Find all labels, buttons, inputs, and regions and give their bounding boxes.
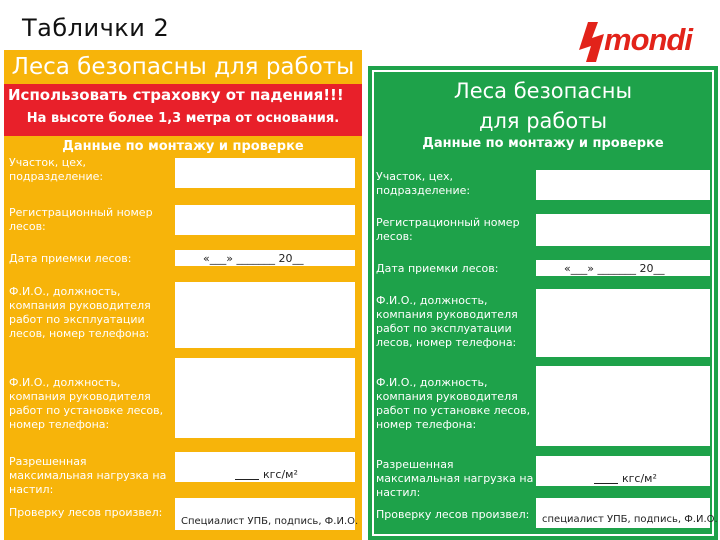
field-input-reg-number[interactable] bbox=[536, 214, 710, 246]
field-label-section: Участок, цех, подразделение: bbox=[376, 170, 471, 197]
load-unit: кгс/м² bbox=[622, 472, 657, 485]
field-label-max-load: Разрешенная максимальная нагрузка на настил: bbox=[376, 458, 534, 499]
sign-subtitle: Данные по монтажу и проверке bbox=[62, 139, 304, 154]
field-label-inspected-by: Проверку лесов произвел: bbox=[9, 506, 163, 519]
field-label-inspected-by: Проверку лесов произвел: bbox=[376, 508, 530, 521]
warning-banner bbox=[4, 84, 362, 136]
field-input-operation-manager[interactable] bbox=[175, 282, 355, 348]
field-input-operation-manager[interactable] bbox=[536, 289, 710, 357]
warning-line-2: На высоте более 1,3 метра от основания. bbox=[26, 111, 340, 126]
field-label-install-manager: Ф.И.О., должность, компания руководителя работ по установке лесов, номер телефона: bbox=[9, 376, 164, 431]
load-blank-line bbox=[594, 474, 618, 484]
load-blank-line bbox=[235, 470, 259, 480]
load-unit: кгс/м² bbox=[263, 468, 298, 481]
slide-title: Таблички 2 bbox=[22, 14, 170, 42]
sign-title: Леса безопасны для работы bbox=[11, 54, 355, 80]
field-input-accept-date[interactable] bbox=[536, 260, 710, 276]
sign-title-line-2: для работы bbox=[478, 109, 608, 133]
field-input-max-load[interactable] bbox=[536, 456, 710, 486]
field-input-max-load[interactable] bbox=[175, 452, 355, 482]
field-label-operation-manager: Ф.И.О., должность, компания руководителя работ по эксплуатации лесов, номер телефона: bbox=[9, 285, 151, 340]
inspector-template: специалист УПБ, подпись, Ф.И.О. bbox=[542, 514, 718, 525]
mondi-logo-icon bbox=[574, 20, 608, 64]
date-template: «___» _______ 20__ bbox=[564, 262, 665, 275]
field-input-section[interactable] bbox=[536, 170, 710, 200]
field-input-section[interactable] bbox=[175, 158, 355, 188]
date-template: «___» _______ 20__ bbox=[203, 252, 304, 265]
field-label-reg-number: Регистрационный номер лесов: bbox=[9, 206, 153, 233]
field-input-install-manager[interactable] bbox=[536, 366, 710, 446]
field-label-reg-number: Регистрационный номер лесов: bbox=[376, 216, 520, 243]
field-input-inspected-by[interactable] bbox=[536, 498, 718, 528]
field-input-inspected-by[interactable] bbox=[175, 498, 359, 530]
warning-line-1: Использовать страховку от падения!!! bbox=[8, 86, 344, 104]
field-input-accept-date[interactable] bbox=[175, 250, 355, 266]
inspector-template: Специалист УПБ, подпись, Ф.И.О. bbox=[181, 516, 359, 527]
field-label-max-load: Разрешенная максимальная нагрузка на настил: bbox=[9, 455, 167, 496]
field-input-reg-number[interactable] bbox=[175, 205, 355, 235]
logo-text: mondi bbox=[604, 22, 692, 57]
sign-title-line-1: Леса безопасны bbox=[453, 79, 633, 103]
field-label-accept-date: Дата приемки лесов: bbox=[9, 252, 132, 265]
green-scaffold-sign bbox=[368, 66, 718, 540]
field-label-operation-manager: Ф.И.О., должность, компания руководителя работ по эксплуатации лесов, номер телефона: bbox=[376, 294, 518, 349]
field-label-section: Участок, цех, подразделение: bbox=[9, 156, 104, 183]
sign-title bbox=[368, 76, 718, 136]
mondi-logo bbox=[574, 20, 704, 66]
field-input-install-manager[interactable] bbox=[175, 358, 355, 438]
field-label-accept-date: Дата приемки лесов: bbox=[376, 262, 499, 275]
field-label-install-manager: Ф.И.О., должность, компания руководителя работ по установке лесов, номер телефона: bbox=[376, 376, 531, 431]
yellow-scaffold-sign bbox=[4, 50, 362, 540]
sign-subtitle: Данные по монтажу и проверке bbox=[422, 136, 664, 151]
